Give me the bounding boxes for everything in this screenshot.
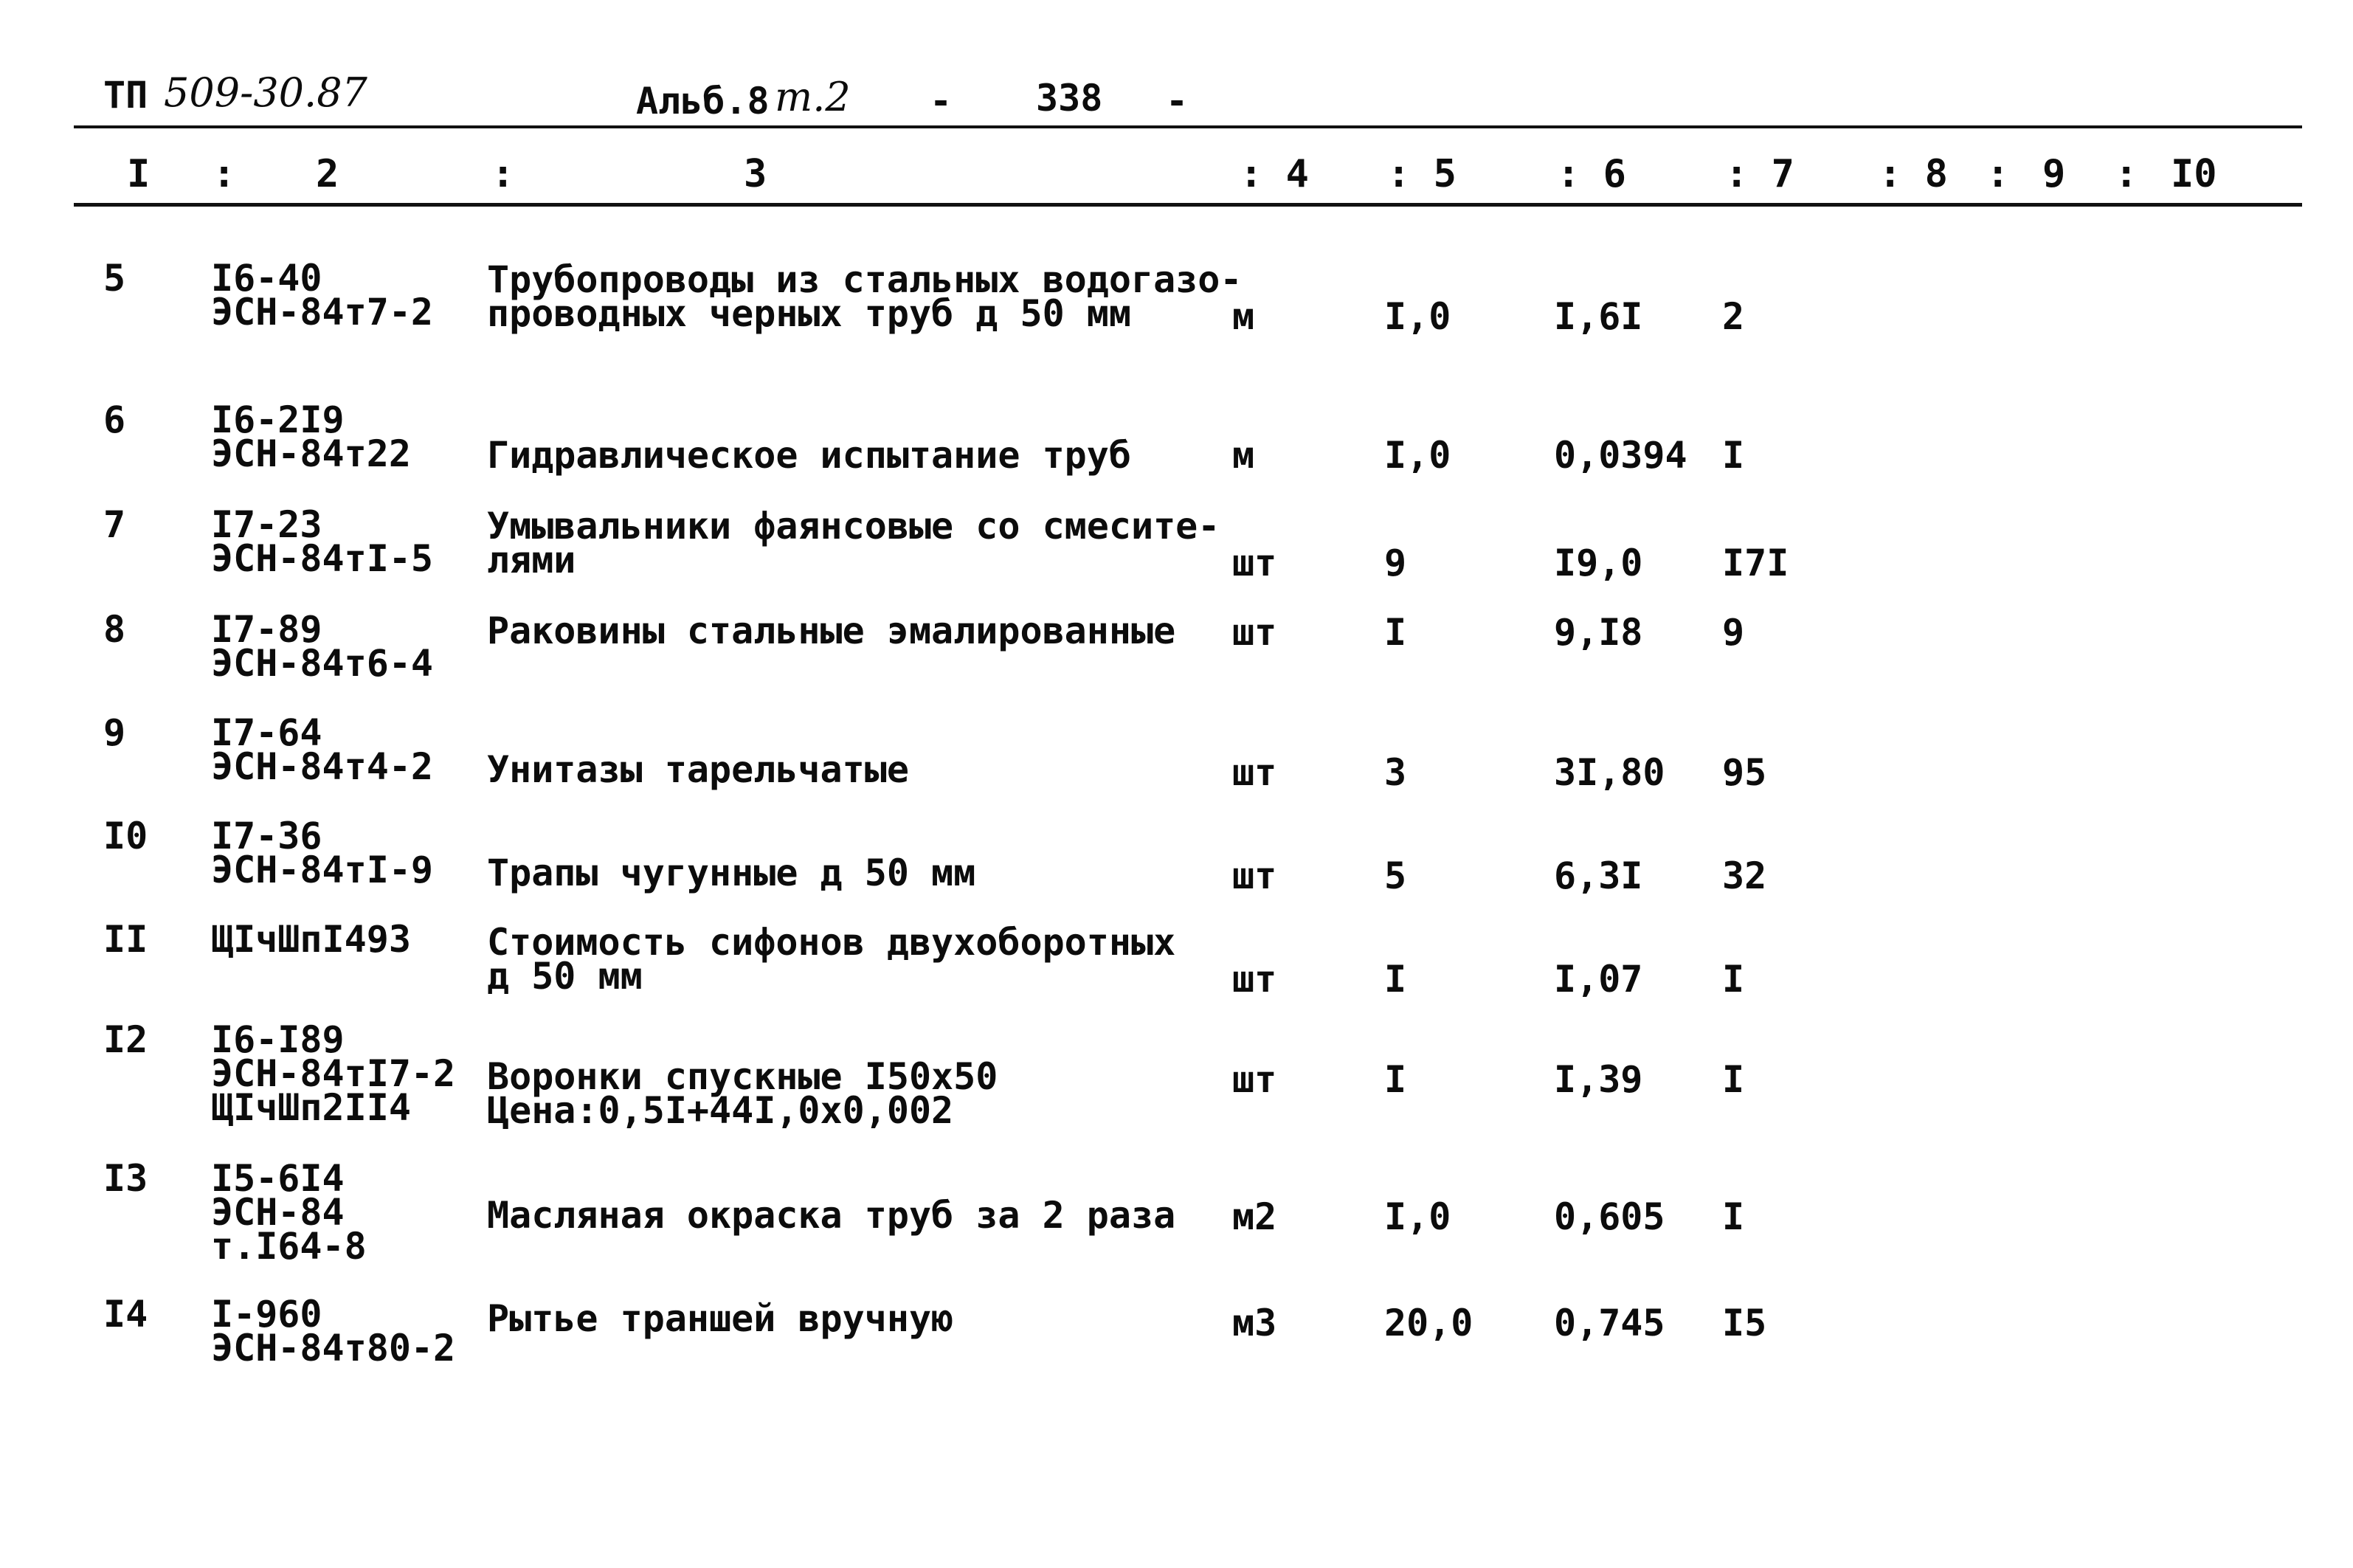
- work-description: д 50 мм: [487, 955, 643, 998]
- page-number: 338: [1036, 77, 1103, 120]
- row-number: 8: [103, 608, 126, 651]
- row-number: 5: [103, 257, 126, 300]
- col-sep: :: [1986, 152, 2010, 196]
- unit: м: [1232, 434, 1255, 477]
- row-number: I3: [103, 1157, 148, 1200]
- rate-code: ЭСН-84тI-5: [211, 537, 434, 580]
- unit: м: [1232, 295, 1255, 338]
- header-rule-top: [74, 125, 2302, 128]
- col-num-1: I: [127, 152, 151, 196]
- rate-code: ЭСН-84т4-2: [211, 745, 434, 788]
- rate-code: ЩIчШп2II4: [211, 1086, 411, 1129]
- quantity: I: [1384, 958, 1407, 1001]
- work-description: Цена:0,5I+44I,0х0,002: [487, 1089, 954, 1132]
- total-value: 95: [1722, 751, 1767, 794]
- album-prefix: Альб.8: [636, 80, 770, 122]
- header-rule-bottom: [74, 203, 2302, 207]
- norm-value: I9,0: [1554, 542, 1643, 584]
- rate-code: I-960: [211, 1293, 322, 1336]
- rate-code: I7-36: [211, 815, 322, 857]
- quantity: I,0: [1384, 434, 1451, 477]
- header-dash-left: -: [930, 80, 953, 122]
- work-description: Раковины стальные эмалированные: [487, 609, 1176, 652]
- quantity: 5: [1384, 854, 1407, 897]
- row-number: I4: [103, 1293, 148, 1336]
- rate-code: ЭСН-84тI-9: [211, 849, 434, 891]
- norm-value: 3I,80: [1554, 751, 1665, 794]
- work-description: Унитазы тарельчатые: [487, 748, 909, 791]
- total-value: I: [1722, 958, 1745, 1001]
- rate-code: I6-I89: [211, 1018, 345, 1061]
- work-description: Трапы чугунные д 50 мм: [487, 852, 976, 894]
- total-value: 9: [1722, 611, 1745, 654]
- rate-code: I7-89: [211, 608, 322, 651]
- norm-value: I,39: [1554, 1058, 1643, 1101]
- col-num-8: : 8: [1879, 152, 1948, 196]
- row-number: II: [103, 918, 148, 961]
- unit: шт: [1232, 1058, 1277, 1101]
- total-value: I: [1722, 1195, 1745, 1238]
- unit: шт: [1232, 611, 1277, 654]
- norm-value: 0,745: [1554, 1302, 1665, 1344]
- quantity: 20,0: [1384, 1302, 1473, 1344]
- col-num-9: 9: [2042, 152, 2066, 196]
- rate-code: I7-23: [211, 503, 322, 546]
- col-num-10: I0: [2171, 152, 2217, 196]
- quantity: 9: [1384, 542, 1407, 584]
- col-num-4: : 4: [1240, 152, 1309, 196]
- work-description: Рытье траншей вручную: [487, 1297, 954, 1340]
- unit: шт: [1232, 751, 1277, 794]
- row-number: 6: [103, 398, 126, 441]
- col-sep: :: [491, 152, 515, 196]
- col-num-7: : 7: [1725, 152, 1794, 196]
- col-num-5: : 5: [1387, 152, 1457, 196]
- norm-value: 0,605: [1554, 1195, 1665, 1238]
- norm-value: 9,I8: [1554, 611, 1643, 654]
- norm-value: I,6I: [1554, 295, 1643, 338]
- row-number: I0: [103, 815, 148, 857]
- rate-code: ЩIчШпI493: [211, 918, 411, 961]
- work-description: Умывальники фаянсовые со смесите-: [487, 505, 1220, 548]
- rate-code: ЭСН-84т7-2: [211, 291, 434, 334]
- col-num-3: 3: [744, 152, 767, 196]
- unit: м2: [1232, 1195, 1277, 1238]
- unit: шт: [1232, 542, 1277, 584]
- total-value: I7I: [1722, 542, 1789, 584]
- header-dash-right: -: [1166, 80, 1189, 122]
- rate-code: ЭСН-84т22: [211, 432, 411, 475]
- col-num-6: : 6: [1557, 152, 1626, 196]
- quantity: I: [1384, 1058, 1407, 1101]
- rate-code: ЭСН-84: [211, 1191, 345, 1234]
- rate-code: т.I64-8: [211, 1225, 367, 1268]
- unit: м3: [1232, 1302, 1277, 1344]
- quantity: I,0: [1384, 295, 1451, 338]
- work-description: Масляная окраска труб за 2 раза: [487, 1194, 1176, 1237]
- work-description: Воронки спускные I50х50: [487, 1055, 998, 1098]
- work-description: Гидравлическое испытание труб: [487, 434, 1131, 477]
- rate-code: ЭСН-84т80-2: [211, 1327, 456, 1370]
- album-suffix: т.2: [775, 74, 851, 120]
- col-num-2: 2: [316, 152, 339, 196]
- total-value: 2: [1722, 295, 1745, 338]
- work-description: лями: [487, 539, 576, 581]
- rate-code: I6-40: [211, 257, 322, 300]
- work-description: Стоимость сифонов двухоборотных: [487, 921, 1176, 964]
- rate-code: ЭСН-84тI7-2: [211, 1052, 456, 1095]
- total-value: I5: [1722, 1302, 1767, 1344]
- col-sep: :: [213, 152, 236, 196]
- col-sep: :: [2115, 152, 2138, 196]
- rate-code: ЭСН-84т6-4: [211, 642, 434, 685]
- quantity: 3: [1384, 751, 1407, 794]
- total-value: I: [1722, 1058, 1745, 1101]
- tp-number: 509-30.87: [164, 69, 367, 116]
- rate-code: I7-64: [211, 711, 322, 754]
- total-value: I: [1722, 434, 1745, 477]
- quantity: I: [1384, 611, 1407, 654]
- work-description: Трубопроводы из стальных водогазо-: [487, 258, 1243, 301]
- unit: шт: [1232, 854, 1277, 897]
- row-number: 7: [103, 503, 126, 546]
- row-number: 9: [103, 711, 126, 754]
- total-value: 32: [1722, 854, 1767, 897]
- quantity: I,0: [1384, 1195, 1451, 1238]
- norm-value: 0,0394: [1554, 434, 1687, 477]
- work-description: проводных черных труб д 50 мм: [487, 292, 1131, 335]
- rate-code: I6-2I9: [211, 398, 345, 441]
- norm-value: 6,3I: [1554, 854, 1643, 897]
- unit: шт: [1232, 958, 1277, 1001]
- tp-prefix: ТП: [103, 74, 148, 117]
- row-number: I2: [103, 1018, 148, 1061]
- rate-code: I5-6I4: [211, 1157, 345, 1200]
- norm-value: I,07: [1554, 958, 1643, 1001]
